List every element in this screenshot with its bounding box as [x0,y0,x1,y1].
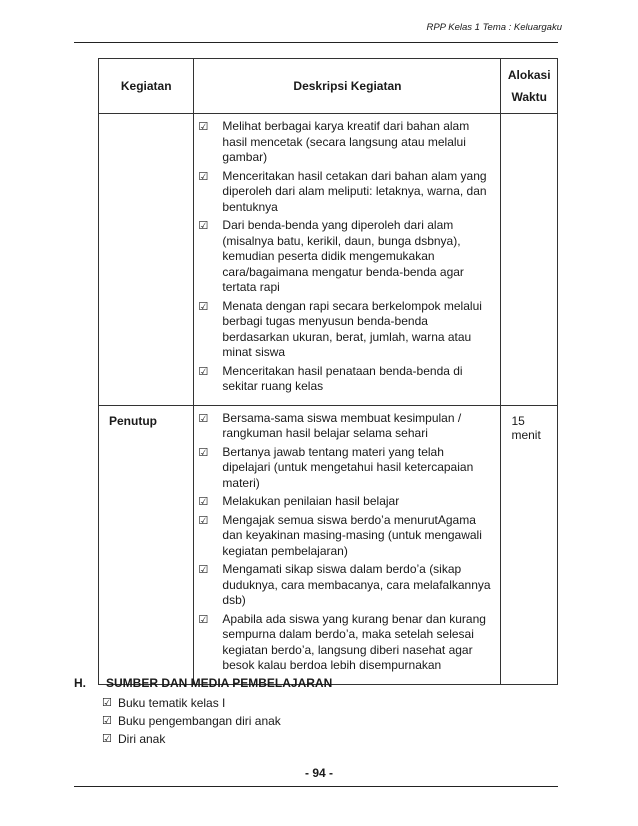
checkbox-checked-icon: ☑ [198,299,209,313]
row1-description [194,114,501,406]
header-alokasi-line1: Alokasi [507,68,551,82]
list-item: ☑ Menceritakan hasil cetakan dari bahan alam yang diperoleh dari alam meliputi: letaknya, warna, dan bentuknya [198,168,487,214]
checkbox-checked-icon: ☑ [198,612,209,626]
row2-description [194,405,501,684]
section-letter: H. [74,676,86,690]
checkbox-checked-icon: ☑ [102,696,112,709]
list-item: ☑ Buku tematik kelas I [102,696,226,710]
running-header: RPP Kelas 1 Tema : Keluargaku [426,22,562,33]
list-item: ☑ Dari benda-benda yang diperoleh dari alam (misalnya batu, kerikil, daun, bunga dsbnya), kemudian peserta didik mengemukakan cara/bagaimana mengatur benda-benda agar tertata rapi [198,218,464,294]
list-item: ☑ Melakukan penilaian hasil belajar [198,494,400,508]
checkbox-checked-icon: ☑ [198,445,209,459]
page-number: - 94 - [304,766,333,780]
activity-table [98,58,558,685]
table-header-row [99,59,558,114]
footer-rule [74,786,558,787]
checkbox-checked-icon: ☑ [102,732,112,745]
list-item: ☑ Diri anak [102,732,166,746]
header-alokasi [501,59,558,114]
section-h [74,676,332,748]
checkbox-checked-icon: ☑ [198,411,209,425]
list-item: ☑ Mengajak semua siswa berdo’a menurutAgama dan keyakinan masing-masing (untuk mengawali kegiatan pembelajaran) [198,512,482,558]
row1-phase [99,114,194,406]
checkbox-checked-icon: ☑ [198,495,209,508]
section-heading [74,676,332,690]
checkbox-checked-icon: ☑ [198,120,209,133]
list-item: ☑ Bersama-sama siswa membuat kesimpulan / rangkuman hasil belajar selama sehari [198,410,462,440]
row1-time [501,114,558,406]
list-item: ☑ Melihat berbagai karya kreatif dari bahan alam hasil mencetak (secara langsung atau melalui gambar) [198,119,470,164]
row2-phase: Penutup [99,405,194,684]
list-item: ☑ Buku pengembangan diri anak [102,714,281,728]
list-item: ☑ Bertanya jawab tentang materi yang telah dipelajari (untuk mengetahui hasil ketercapaian materi) [198,444,474,490]
checkbox-checked-icon: ☑ [198,563,209,576]
checkbox-checked-icon: ☑ [198,513,209,527]
checkbox-checked-icon: ☑ [198,169,209,183]
section-title: SUMBER DAN MEDIA PEMBELAJARAN [106,676,333,690]
header-deskripsi: Deskripsi Kegiatan [194,59,501,114]
checkbox-checked-icon: ☑ [198,364,209,378]
header-alokasi-line2: Waktu [511,90,547,104]
header-kegiatan: Kegiatan [99,59,194,114]
table-row [99,405,558,684]
source-list [102,694,332,748]
header-rule [74,42,558,43]
checkbox-checked-icon: ☑ [102,714,112,727]
row2-time: 15 menit [501,405,558,684]
checkbox-checked-icon: ☑ [198,219,209,232]
list-item: ☑ Apabila ada siswa yang kurang benar dan kurang sempurna dalam berdo’a, maka setelah selesai kegiatan berdo’a, langsung diberi nasehat agar besok kalau berdoa lebih disempurnakan [198,611,486,672]
table-row [99,114,558,406]
list-item: ☑ Menata dengan rapi secara berkelompok melalui berbagi tugas menyusun benda-benda berdasarkan ukuran, berat, jumlah, warna atau minat siswa [198,298,482,359]
list-item: ☑ Menceritakan hasil penataan benda-benda di sekitar ruang kelas [198,363,463,393]
list-item: ☑ Mengamati sikap siswa dalam berdo’a (sikap duduknya, cara membacanya, cara melafalkannya dsb) [198,562,491,607]
